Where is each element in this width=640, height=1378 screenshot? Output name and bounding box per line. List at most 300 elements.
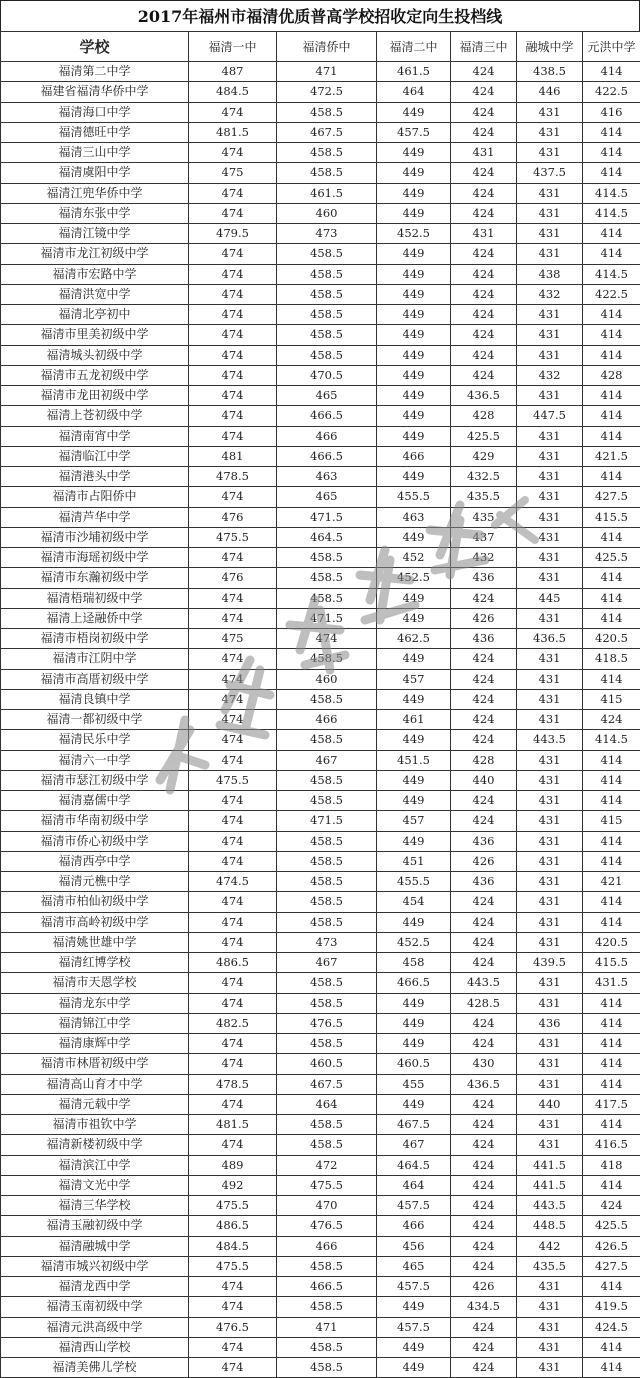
school-name-cell: 福清红博学校 — [1, 953, 189, 973]
table-row — [1, 406, 640, 426]
score-cell: 443.5 — [517, 1196, 583, 1216]
score-cell: 435 — [451, 507, 517, 527]
table-row — [1, 82, 640, 102]
score-cell: 440 — [451, 770, 517, 790]
table-row — [1, 1175, 640, 1195]
score-cell: 431 — [517, 305, 583, 325]
score-cell: 416 — [583, 102, 640, 122]
score-cell: 464.5 — [377, 1155, 451, 1175]
score-cell: 458.5 — [277, 548, 377, 568]
score-cell: 414 — [583, 406, 640, 426]
score-cell: 474 — [189, 1358, 277, 1378]
score-cell: 434.5 — [451, 1297, 517, 1317]
school-name-cell: 福清市占阳侨中 — [1, 487, 189, 507]
score-cell: 435.5 — [517, 1256, 583, 1276]
table-row — [1, 467, 640, 487]
score-cell: 418 — [583, 1155, 640, 1175]
table-row — [1, 993, 640, 1013]
school-name-cell: 福清梧瑞初级中学 — [1, 588, 189, 608]
score-cell: 431 — [517, 993, 583, 1013]
score-cell: 420.5 — [583, 629, 640, 649]
score-cell: 414 — [583, 1358, 640, 1378]
score-cell: 474 — [189, 426, 277, 446]
score-cell: 482.5 — [189, 1013, 277, 1033]
score-cell: 474 — [189, 912, 277, 932]
table-row — [1, 1054, 640, 1074]
school-name-cell: 福清市天恩学校 — [1, 973, 189, 993]
score-cell: 466.5 — [377, 973, 451, 993]
score-cell: 457.5 — [377, 1277, 451, 1297]
score-cell: 430 — [451, 1054, 517, 1074]
score-cell: 474 — [189, 932, 277, 952]
score-cell: 424 — [451, 1013, 517, 1033]
score-cell: 474 — [189, 365, 277, 385]
score-cell: 466 — [277, 426, 377, 446]
score-cell: 431 — [517, 446, 583, 466]
score-cell: 449 — [377, 365, 451, 385]
score-cell: 474 — [189, 1277, 277, 1297]
score-cell: 474 — [189, 548, 277, 568]
score-cell: 470.5 — [277, 365, 377, 385]
score-cell: 414.5 — [583, 183, 640, 203]
school-name-cell: 福清市沙埔初级中学 — [1, 527, 189, 547]
score-cell: 432 — [517, 284, 583, 304]
score-cell: 449 — [377, 689, 451, 709]
score-cell: 449 — [377, 406, 451, 426]
score-cell: 475.5 — [189, 770, 277, 790]
score-cell: 424 — [451, 1115, 517, 1135]
score-cell: 461 — [377, 710, 451, 730]
score-cell: 420.5 — [583, 932, 640, 952]
score-cell: 474 — [189, 608, 277, 628]
table-row — [1, 669, 640, 689]
table-row — [1, 284, 640, 304]
score-cell: 484.5 — [189, 82, 277, 102]
score-cell: 414 — [583, 669, 640, 689]
column-header: 融城中学 — [517, 32, 583, 62]
score-cell: 458.5 — [277, 993, 377, 1013]
school-name-cell: 福清龙东中学 — [1, 993, 189, 1013]
score-cell: 449 — [377, 1297, 451, 1317]
score-cell: 474 — [189, 730, 277, 750]
table-row — [1, 588, 640, 608]
score-cell: 431 — [517, 102, 583, 122]
score-cell: 431 — [517, 1317, 583, 1337]
score-cell: 466.5 — [277, 406, 377, 426]
table-row — [1, 548, 640, 568]
score-cell: 418.5 — [583, 649, 640, 669]
score-cell: 449 — [377, 325, 451, 345]
school-name-cell: 福清市祖钦中学 — [1, 1115, 189, 1135]
score-cell: 466 — [277, 710, 377, 730]
score-cell: 449 — [377, 264, 451, 284]
score-cell: 446 — [517, 82, 583, 102]
score-cell: 449 — [377, 467, 451, 487]
score-cell: 431 — [517, 608, 583, 628]
school-name-cell: 福清江镜中学 — [1, 224, 189, 244]
score-cell: 424 — [451, 1358, 517, 1378]
score-cell: 443.5 — [517, 730, 583, 750]
score-cell: 424 — [451, 203, 517, 223]
table-row — [1, 122, 640, 142]
score-cell: 414 — [583, 527, 640, 547]
page-title: 2017年福州市福清优质普高学校招收定向生投档线 — [0, 0, 640, 31]
school-name-cell: 福清芦华中学 — [1, 507, 189, 527]
score-cell: 458.5 — [277, 912, 377, 932]
score-cell: 458.5 — [277, 284, 377, 304]
score-cell: 460.5 — [277, 1054, 377, 1074]
score-cell: 451 — [377, 851, 451, 871]
score-cell: 424 — [451, 710, 517, 730]
table-row — [1, 973, 640, 993]
score-cell: 425.5 — [583, 1216, 640, 1236]
score-cell: 424 — [451, 102, 517, 122]
score-cell: 431 — [517, 426, 583, 446]
score-cell: 443.5 — [451, 973, 517, 993]
score-cell: 424 — [583, 710, 640, 730]
score-cell: 424 — [451, 1196, 517, 1216]
school-name-cell: 福清嘉儒中学 — [1, 791, 189, 811]
score-cell: 474 — [189, 386, 277, 406]
score-cell: 438 — [517, 264, 583, 284]
score-cell: 449 — [377, 527, 451, 547]
score-cell: 424 — [451, 1175, 517, 1195]
score-cell: 437.5 — [517, 163, 583, 183]
score-cell: 414 — [583, 386, 640, 406]
school-name-cell: 福清新楼初级中学 — [1, 1135, 189, 1155]
score-cell: 431 — [517, 507, 583, 527]
score-cell: 455.5 — [377, 872, 451, 892]
score-cell: 458.5 — [277, 325, 377, 345]
score-cell: 474 — [189, 143, 277, 163]
score-cell: 424 — [451, 163, 517, 183]
score-cell: 428.5 — [451, 993, 517, 1013]
score-cell: 424 — [451, 912, 517, 932]
score-cell: 476.5 — [277, 1216, 377, 1236]
table-row — [1, 953, 640, 973]
score-cell: 431 — [517, 1074, 583, 1094]
score-cell: 474 — [189, 244, 277, 264]
score-cell: 475.5 — [189, 1256, 277, 1276]
school-name-cell: 福清玉融初级中学 — [1, 1216, 189, 1236]
score-cell: 414 — [583, 325, 640, 345]
column-header: 福清一中 — [189, 32, 277, 62]
score-cell: 424 — [451, 345, 517, 365]
score-cell: 476.5 — [189, 1317, 277, 1337]
score-cell: 414 — [583, 1337, 640, 1357]
score-cell: 424 — [451, 1256, 517, 1276]
table-row — [1, 912, 640, 932]
score-cell: 458.5 — [277, 345, 377, 365]
score-cell: 436.5 — [451, 386, 517, 406]
score-cell: 457 — [377, 811, 451, 831]
score-cell: 458.5 — [277, 264, 377, 284]
score-cell: 426 — [451, 1277, 517, 1297]
table-row — [1, 1196, 640, 1216]
score-cell: 431 — [517, 973, 583, 993]
school-name-cell: 福清康辉中学 — [1, 1034, 189, 1054]
score-cell: 458.5 — [277, 143, 377, 163]
score-cell: 424 — [451, 325, 517, 345]
score-cell: 474 — [189, 1337, 277, 1357]
table-row — [1, 386, 640, 406]
score-cell: 431 — [517, 1358, 583, 1378]
score-cell: 424 — [583, 1196, 640, 1216]
score-cell: 431 — [517, 770, 583, 790]
score-cell: 431 — [517, 932, 583, 952]
score-cell: 421 — [583, 872, 640, 892]
score-cell: 476 — [189, 507, 277, 527]
score-cell: 431 — [517, 345, 583, 365]
score-cell: 431 — [517, 325, 583, 345]
score-cell: 414 — [583, 892, 640, 912]
score-cell: 431 — [517, 527, 583, 547]
school-name-cell: 福清第二中学 — [1, 62, 189, 82]
school-name-cell: 福清元洪高级中学 — [1, 1317, 189, 1337]
score-cell: 414.5 — [583, 730, 640, 750]
score-cell: 463 — [377, 507, 451, 527]
score-cell: 481.5 — [189, 122, 277, 142]
score-cell: 429 — [451, 446, 517, 466]
score-cell: 448.5 — [517, 1216, 583, 1236]
school-name-cell: 福清西山学校 — [1, 1337, 189, 1357]
score-cell: 431 — [517, 467, 583, 487]
table-row — [1, 365, 640, 385]
score-cell: 458.5 — [277, 892, 377, 912]
score-cell: 449 — [377, 770, 451, 790]
score-cell: 414 — [583, 163, 640, 183]
score-cell: 458.5 — [277, 851, 377, 871]
score-cell: 474 — [189, 183, 277, 203]
score-cell: 431 — [517, 710, 583, 730]
score-cell: 467.5 — [277, 1074, 377, 1094]
score-cell: 457.5 — [377, 1317, 451, 1337]
score-cell: 431 — [517, 1277, 583, 1297]
table-row — [1, 244, 640, 264]
score-cell: 474 — [189, 1135, 277, 1155]
score-cell: 458.5 — [277, 244, 377, 264]
score-cell: 474 — [189, 588, 277, 608]
score-cell: 431 — [517, 143, 583, 163]
score-cell: 474 — [189, 406, 277, 426]
score-cell: 427.5 — [583, 487, 640, 507]
table-row — [1, 345, 640, 365]
score-cell: 431 — [517, 1337, 583, 1357]
score-cell: 452.5 — [377, 932, 451, 952]
score-cell: 414 — [583, 305, 640, 325]
school-name-cell: 福清六一中学 — [1, 750, 189, 770]
table-row — [1, 426, 640, 446]
score-cell: 426 — [451, 851, 517, 871]
school-name-cell: 福清龙西中学 — [1, 1277, 189, 1297]
score-cell: 479.5 — [189, 224, 277, 244]
score-cell: 474 — [189, 264, 277, 284]
score-cell: 452.5 — [377, 568, 451, 588]
score-cell: 414.5 — [583, 203, 640, 223]
table-header — [1, 32, 640, 62]
score-cell: 431 — [517, 1297, 583, 1317]
score-cell: 458.5 — [277, 649, 377, 669]
score-cell: 426.5 — [583, 1236, 640, 1256]
score-cell: 441.5 — [517, 1155, 583, 1175]
score-cell: 415.5 — [583, 953, 640, 973]
table-row — [1, 1094, 640, 1114]
score-cell: 438.5 — [517, 62, 583, 82]
score-cell: 424 — [451, 82, 517, 102]
score-cell: 458.5 — [277, 1115, 377, 1135]
table-row — [1, 649, 640, 669]
score-cell: 415.5 — [583, 507, 640, 527]
score-cell: 481.5 — [189, 1115, 277, 1135]
score-cell: 424 — [451, 62, 517, 82]
score-cell: 471.5 — [277, 811, 377, 831]
score-cell: 457.5 — [377, 1196, 451, 1216]
score-cell: 473 — [277, 932, 377, 952]
school-name-cell: 福清一都初级中学 — [1, 710, 189, 730]
score-cell: 449 — [377, 386, 451, 406]
score-cell: 436 — [517, 1013, 583, 1033]
school-name-cell: 福清良镇中学 — [1, 689, 189, 709]
score-cell: 467 — [277, 953, 377, 973]
school-name-cell: 福清市高厝初级中学 — [1, 669, 189, 689]
table-row — [1, 1013, 640, 1033]
score-cell: 436 — [451, 568, 517, 588]
score-cell: 451.5 — [377, 750, 451, 770]
score-cell: 474 — [189, 973, 277, 993]
score-cell: 458.5 — [277, 305, 377, 325]
score-cell: 424 — [451, 730, 517, 750]
score-cell: 424 — [451, 932, 517, 952]
school-name-cell: 福清临江中学 — [1, 446, 189, 466]
score-cell: 431 — [517, 811, 583, 831]
table-row — [1, 143, 640, 163]
school-name-cell: 福清上苍初级中学 — [1, 406, 189, 426]
school-name-cell: 福清市侨心初级中学 — [1, 831, 189, 851]
table-row — [1, 710, 640, 730]
score-cell: 436 — [451, 872, 517, 892]
score-cell: 414 — [583, 345, 640, 365]
score-cell: 431 — [517, 568, 583, 588]
score-cell: 458.5 — [277, 568, 377, 588]
score-cell: 424.5 — [583, 1317, 640, 1337]
table-row — [1, 892, 640, 912]
score-cell: 431 — [517, 548, 583, 568]
score-cell: 424 — [451, 1337, 517, 1357]
score-cell: 441.5 — [517, 1175, 583, 1195]
score-cell: 431 — [517, 851, 583, 871]
score-cell: 449 — [377, 203, 451, 223]
score-cell: 484.5 — [189, 1236, 277, 1256]
score-cell: 474 — [189, 811, 277, 831]
score-cell: 431 — [451, 143, 517, 163]
score-cell: 464 — [277, 1094, 377, 1114]
score-cell: 474 — [189, 203, 277, 223]
score-cell: 414 — [583, 62, 640, 82]
score-cell: 474 — [189, 851, 277, 871]
score-cell: 465 — [277, 487, 377, 507]
table-row — [1, 1115, 640, 1135]
score-cell: 478.5 — [189, 1074, 277, 1094]
column-header-school: 学校 — [1, 32, 189, 62]
score-cell: 458.5 — [277, 730, 377, 750]
score-cell: 470 — [277, 1196, 377, 1216]
school-name-cell: 福清市瑟江初级中学 — [1, 770, 189, 790]
score-cell: 431 — [517, 831, 583, 851]
score-cell: 449 — [377, 1358, 451, 1378]
score-cell: 449 — [377, 608, 451, 628]
score-cell: 414 — [583, 122, 640, 142]
column-header: 元洪中学 — [583, 32, 640, 62]
score-cell: 431 — [517, 1135, 583, 1155]
score-cell: 424 — [451, 1034, 517, 1054]
score-cell: 449 — [377, 102, 451, 122]
table-row — [1, 1277, 640, 1297]
score-cell: 449 — [377, 649, 451, 669]
score-cell: 431 — [517, 1115, 583, 1135]
score-cell: 473 — [277, 224, 377, 244]
score-cell: 439.5 — [517, 953, 583, 973]
score-cell: 474 — [189, 791, 277, 811]
school-name-cell: 福清虞阳中学 — [1, 163, 189, 183]
score-cell: 474 — [189, 892, 277, 912]
score-cell: 466 — [277, 1236, 377, 1256]
score-cell: 474 — [189, 689, 277, 709]
score-cell: 424 — [451, 689, 517, 709]
score-cell: 474 — [189, 710, 277, 730]
score-cell: 458.5 — [277, 872, 377, 892]
school-name-cell: 福清元载中学 — [1, 1094, 189, 1114]
table-row — [1, 730, 640, 750]
school-name-cell: 福清滨江中学 — [1, 1155, 189, 1175]
score-cell: 445 — [517, 588, 583, 608]
score-cell: 431 — [517, 122, 583, 142]
school-name-cell: 福清文光中学 — [1, 1175, 189, 1195]
school-name-cell: 福清高山育才中学 — [1, 1074, 189, 1094]
score-cell: 458.5 — [277, 1135, 377, 1155]
score-cell: 431 — [517, 386, 583, 406]
table-row — [1, 872, 640, 892]
score-cell: 414.5 — [583, 264, 640, 284]
score-cell: 422.5 — [583, 82, 640, 102]
school-name-cell: 福清上迳融侨中学 — [1, 608, 189, 628]
score-cell: 414 — [583, 426, 640, 446]
score-cell: 436 — [451, 629, 517, 649]
score-cell: 474 — [189, 669, 277, 689]
score-cell: 478.5 — [189, 467, 277, 487]
table-row — [1, 224, 640, 244]
score-cell: 471.5 — [277, 507, 377, 527]
score-cell: 414 — [583, 831, 640, 851]
table-row — [1, 1297, 640, 1317]
table-body — [1, 62, 640, 1378]
score-cell: 428 — [583, 365, 640, 385]
table-row — [1, 791, 640, 811]
school-name-cell: 福清三华学校 — [1, 1196, 189, 1216]
score-cell: 449 — [377, 244, 451, 264]
school-name-cell: 福清锦江中学 — [1, 1013, 189, 1033]
table-row — [1, 1358, 640, 1378]
score-cell: 424 — [451, 588, 517, 608]
score-cell: 449 — [377, 831, 451, 851]
score-cell: 458.5 — [277, 1256, 377, 1276]
score-cell: 424 — [451, 669, 517, 689]
table-row — [1, 62, 640, 82]
school-name-cell: 福清姚世雄中学 — [1, 932, 189, 952]
score-cell: 437 — [451, 527, 517, 547]
score-cell: 414 — [583, 1277, 640, 1297]
score-cell: 449 — [377, 284, 451, 304]
score-cell: 489 — [189, 1155, 277, 1175]
